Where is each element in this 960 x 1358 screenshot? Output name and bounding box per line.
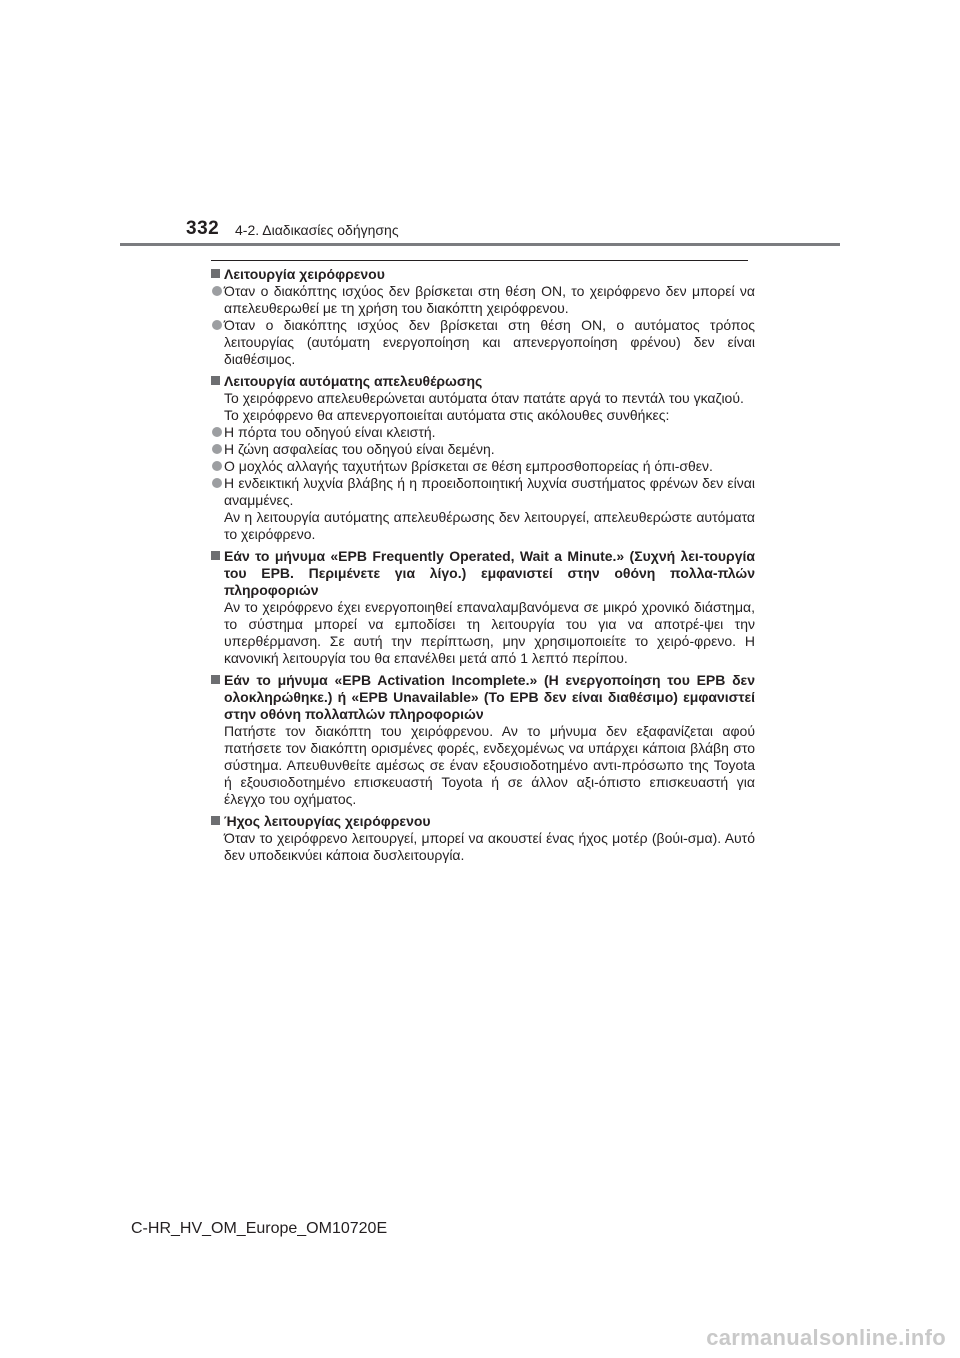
page-content: [211, 266, 755, 869]
square-bullet-icon: [211, 675, 220, 684]
document-code: C-HR_HV_OM_Europe_OM10720E: [131, 1220, 388, 1237]
square-bullet-icon: [211, 269, 220, 278]
circle-bullet-icon: [212, 444, 222, 454]
content-divider: [211, 260, 748, 261]
body-text: Αν το χειρόφρενο έχει ενεργοποιηθεί επαναλαμβανόμενα σε μικρό χρονικό διάστημα, το σύστημα μπορεί να εμποδίσει τη λειτουργία του για να αποτρέ-ψει την υπερθέρμανση. Σε αυτή την περίπτωση, μην χρησιμοποιείτε το χειρό-φρενο. Η κανονική λειτουργία του θα επανέλθει μετά από 1 λεπτό περίπου.: [224, 599, 755, 666]
watermark: carmanualsonline.info: [706, 1325, 946, 1350]
bullet-text: Όταν ο διακόπτης ισχύος δεν βρίσκεται στη θέση ON, ο αυτόματος τρόπος λειτουργίας (αυτόματη ενεργοποίηση και απενεργοποίηση φρένου) δεν είναι διαθέσιμος.: [224, 317, 755, 367]
square-bullet-icon: [211, 816, 220, 825]
bullet-text: Η ενδεικτική λυχνία βλάβης ή η προειδοποιητική λυχνία συστήματος φρένων δεν είναι αναμμένες.: [224, 475, 755, 508]
section-heading: Λειτουργία χειρόφρενου: [224, 266, 385, 282]
body-text: Το χειρόφρενο απελευθερώνεται αυτόματα όταν πατάτε αργά το πεντάλ του γκαζιού.: [224, 390, 744, 406]
section-heading: Εάν το μήνυμα «EPB Activation Incomplete.» (Η ενεργοποίηση του EPB δεν ολοκληρώθηκε.) ή «EPB Unavailable» (Το EPB δεν είναι διαθέσιμο) εμφανιστεί στην οθόνη πολλαπλών πληροφοριών: [224, 672, 755, 722]
circle-bullet-icon: [212, 478, 222, 488]
section-title: 4-2. Διαδικασίες οδήγησης: [235, 222, 399, 238]
bullet-text: Η πόρτα του οδηγού είναι κλειστή.: [224, 424, 436, 440]
circle-bullet-icon: [212, 427, 222, 437]
square-bullet-icon: [211, 376, 220, 385]
header-divider: [120, 243, 840, 246]
section-parking-brake-operation: [211, 266, 755, 368]
section-epb-activation-incomplete: [211, 672, 755, 808]
circle-bullet-icon: [212, 461, 222, 471]
section-epb-frequently-operated: [211, 548, 755, 667]
body-text: Πατήστε τον διακόπτη του χειρόφρενου. Αν το μήνυμα δεν εξαφανίζεται αφού πατήσετε τον διακόπτη ορισμένες φορές, ενδεχομένως να υπάρχει κάποια βλάβη στο σύστημα. Απευθυνθείτε αμέσως σε έναν εξουσιοδοτημένο αντι-πρόσωπο της Toyota ή εξουσιοδοτημένο επισκευαστή Toyota ή σε άλλον αξι-όπιστο επισκευαστή για έλεγχο του οχήματος.: [224, 723, 755, 807]
bullet-text: Όταν ο διακόπτης ισχύος δεν βρίσκεται στη θέση ON, το χειρόφρενο δεν μπορεί να απελευθερωθεί με τη χρήση του διακόπτη χειρόφρενου.: [224, 283, 755, 316]
bullet-text: Η ζώνη ασφαλείας του οδηγού είναι δεμένη.: [224, 441, 495, 457]
square-bullet-icon: [211, 551, 220, 560]
circle-bullet-icon: [212, 320, 222, 330]
section-heading: Λειτουργία αυτόματης απελευθέρωσης: [224, 373, 483, 389]
page-number: 332: [186, 218, 220, 239]
section-automatic-release: [211, 373, 755, 543]
section-operation-sound: [211, 813, 755, 864]
body-text: Το χειρόφρενο θα απενεργοποιείται αυτόματα στις ακόλουθες συνθήκες:: [224, 407, 670, 423]
circle-bullet-icon: [212, 286, 222, 296]
section-heading: Εάν το μήνυμα «EPB Frequently Operated, Wait a Minute.» (Συχνή λει-τουργία του EPB. Περιμένετε για λίγο.) εμφανιστεί στην οθόνη πολλα-πλών πληροφοριών: [224, 548, 755, 598]
bullet-text: Ο μοχλός αλλαγής ταχυτήτων βρίσκεται σε θέση εμπροσθοπορείας ή όπι-σθεν.: [224, 458, 713, 474]
body-text: Αν η λειτουργία αυτόματης απελευθέρωσης δεν λειτουργεί, απελευθερώστε αυτόματα το χειρόφρενο.: [224, 509, 755, 542]
body-text: Όταν το χειρόφρενο λειτουργεί, μπορεί να ακουστεί ένας ήχος μοτέρ (βούι-σμα). Αυτό δεν υποδεικνύει κάποια δυσλειτουργία.: [224, 830, 755, 863]
section-heading: Ήχος λειτουργίας χειρόφρενου: [224, 813, 431, 829]
